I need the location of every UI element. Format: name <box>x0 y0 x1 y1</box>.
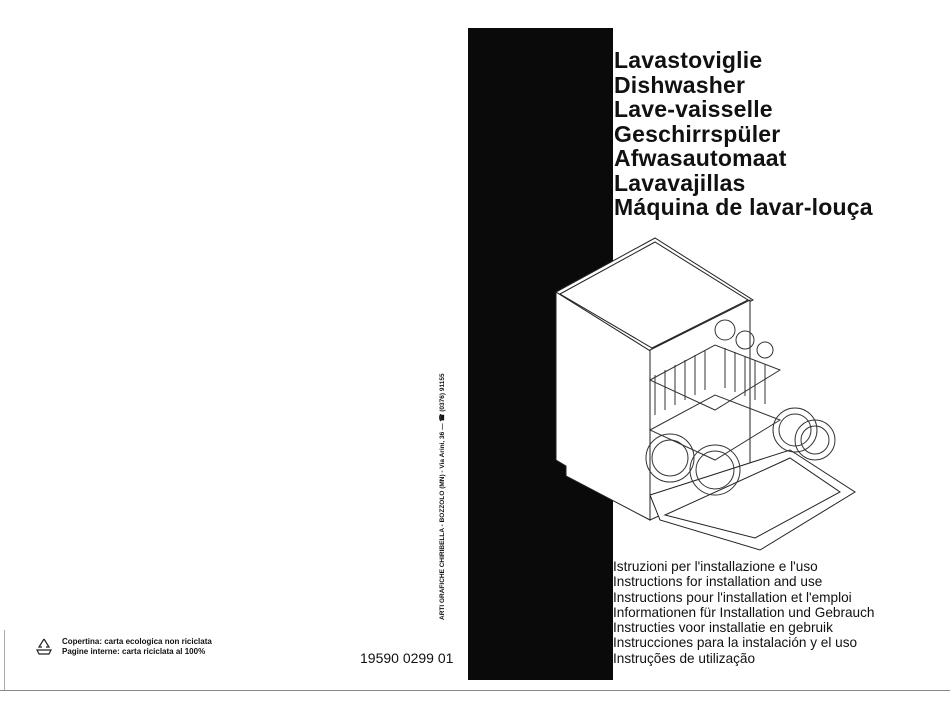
instructions-en: Instructions for installation and use <box>613 574 823 590</box>
recycle-icon <box>34 637 54 657</box>
title-pt: Máquina de lavar-louça <box>614 194 873 220</box>
instructions-es: Instrucciones para la instalación y el uso <box>613 635 858 651</box>
title-it: Lavastoviglie <box>614 47 763 73</box>
title-nl: Afwasautomaat <box>614 145 787 171</box>
eco-note <box>34 637 212 657</box>
title-es: Lavavajillas <box>614 169 746 196</box>
instructions-nl: Instructies voor installatie en gebruik <box>613 620 833 636</box>
printer-credit: ARTI GRAFICHE CHIRIBELLA - BOZZOLO (MN) - Via Arini, 36 — ☎ (0376) 91155 <box>439 373 446 620</box>
instructions-pt: Instruções de utilização <box>613 650 756 666</box>
page-bottom-line <box>0 690 950 691</box>
instructions-fr: Instructions pour l'installation et l'emploi <box>613 589 852 605</box>
eco-note-cover: Copertina: carta ecologica non riciclata <box>62 637 212 646</box>
page-edge <box>4 630 5 690</box>
title-en: Dishwasher <box>614 71 746 98</box>
eco-note-pages: Pagine interne: carta riciclata al 100% <box>62 647 206 656</box>
product-titles <box>614 48 873 220</box>
instructions-it: Istruzioni per l'installazione e l'uso <box>613 559 818 574</box>
instructions-de: Informationen für Installation und Gebrauch <box>613 604 875 620</box>
instructions-list <box>613 559 874 666</box>
dishwasher-illustration <box>540 230 860 560</box>
title-de: Geschirrspüler <box>614 120 781 147</box>
title-fr: Lave-vaisselle <box>614 96 773 122</box>
document-code: 19590 0299 01 <box>360 650 454 666</box>
